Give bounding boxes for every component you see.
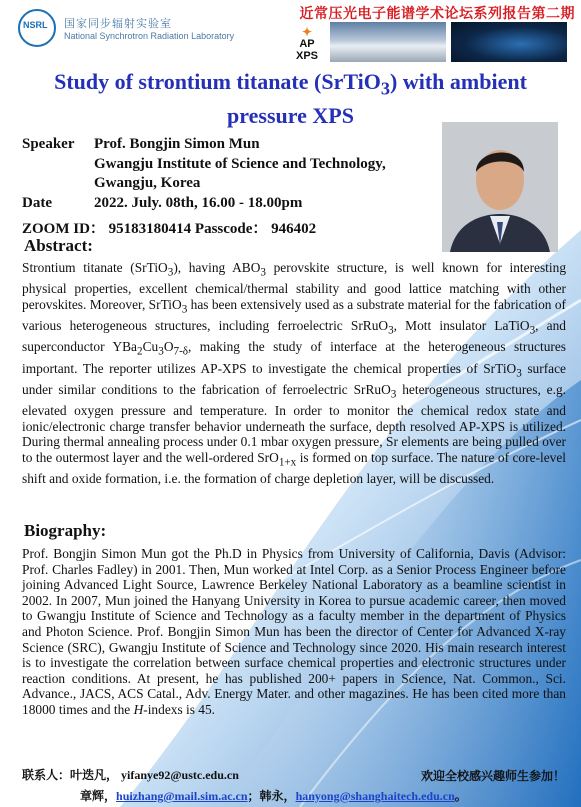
speaker-location: Gwangju, Korea — [94, 175, 201, 191]
series-title: 近常压光电子能谱学术论坛系列报告第二期 — [299, 6, 575, 22]
synchrotron-photo — [451, 22, 567, 62]
nsrl-logo-icon: NSRL — [18, 9, 56, 47]
abstract-text: Strontium titanate (SrTiO$_3$), having $ABO_3$ perovskite structure, is well known for interesting physical properties, excellent chemical/thermal stability and good lattice matching with other perovskites. Moreover, SrTiO$_3$ has been extensively used as a substrate material for the fabrication of various heterogeneous structures, including ferroelectric SrRuO$_3$, Mott insulator LaTiO$_3$, and superconductor $YBa_2Cu_3O_{7-\delta}$, making the study of interface at the heterogeneous structures important. The reporter utilizes AP-XPS to investigate the chemical properties of SrTiO$_3$ surface under similar conditions to the fabrication of ferroelectric SrRuO$_3$ heterogeneous structures, e.g. elevated oxygen pressure and temperature. In order to monitor the chemical redox state and ionic/electronic charge transfer behavior underneath the surface, depth resolved AP-XPS is utilized. During thermal annealing process under 0.1 mbar oxygen pressure, Sr elements are being pulled over to the outermost layer and the well-ordered SrO$_{1+x}$ is formed on top surface. The nature of core-level shift and oxide formation, i.e. the formation of charge depletion layer, will be discussed. — [22, 260, 567, 487]
logo-english-name: National Synchrotron Radiation Laboratory — [64, 31, 235, 41]
date-label: Date — [22, 194, 52, 211]
apxps-logo: ✦ AP XPS — [286, 26, 328, 60]
apxps-star-icon: ✦ — [301, 25, 313, 39]
zoom-info: ZOOM ID： 95183180414 Passcode： 946402 — [22, 221, 317, 237]
contact-person-1: 叶迭凡， — [70, 768, 119, 782]
contact-email-3-link[interactable]: hanyong@shanghaitech.edu.cn — [295, 789, 455, 803]
speaker-label: Speaker — [22, 136, 75, 152]
speaker-photo — [442, 122, 558, 252]
biography-text: Prof. Bongjin Simon Mun got the Ph.D in Physics from University of California, Davis (Advisor: Prof. Charles Fadley) in 2001. Then, Mun worked at Intel Corp. as a Senior Process Engineer before joining Advanced Light Source, Lawrence Berkeley National Laboratory as a beamline scientist in 2002. In 2007, Mun joined the Hanyang University in Korea to pursue academic career, then moved to Gwangju Institute of Science and Technology as a faculty member in the department of Physics and Photon Science. Prof. Bongjin Simon Mun has been the director of Center for Advanced X-ray Science (SRC), Gwangju Institute of Science and Technology since 2020. His main research interest is to investigate the correlation between surface chemical properties and electronic structures under reaction conditions. At present, he has published 200+ papers in Science, Nat. Common., Sci. Advance., JACS, ACS Catal., Adv. Energy Mater. and other magazines. He has been cited more than 18000 times and the H-indexs is 45. — [22, 546, 566, 717]
speaker-institution: Gwangju Institute of Science and Technology, — [94, 155, 386, 172]
speaker-info — [22, 135, 442, 213]
logo-chinese-name: 国家同步辐射实验室 — [64, 18, 172, 30]
abstract-heading: Abstract: — [24, 236, 93, 255]
contact-line-1 — [22, 766, 239, 783]
welcome-text: 欢迎全校感兴趣师生参加！ — [420, 769, 565, 783]
contact-label: 联系人： — [22, 768, 71, 782]
contact-line-2: 章辉，huizhang@mail.sim.ac.cn；韩永，hanyong@shanghaitech.edu.cn。 — [80, 789, 467, 803]
date-value: 2022. July. 08th, 16.00 - 18.00pm — [94, 194, 303, 211]
contact-person-2: 章辉， — [80, 789, 117, 803]
talk-title: Study of strontium titanate (SrTiO$_3$) with ambient pressure XPS — [54, 69, 527, 129]
contact-email-2-link[interactable]: huizhang@mail.sim.ac.cn — [116, 789, 248, 803]
nsrl-logo — [18, 10, 258, 46]
biography-heading: Biography: — [24, 521, 107, 540]
contact-person-3: 韩永， — [259, 789, 296, 803]
speaker-name: Prof. Bongjin Simon Mun — [94, 136, 260, 152]
building-photo — [330, 22, 446, 62]
contact-email-1[interactable]: yifanye92@ustc.edu.cn — [121, 768, 239, 782]
